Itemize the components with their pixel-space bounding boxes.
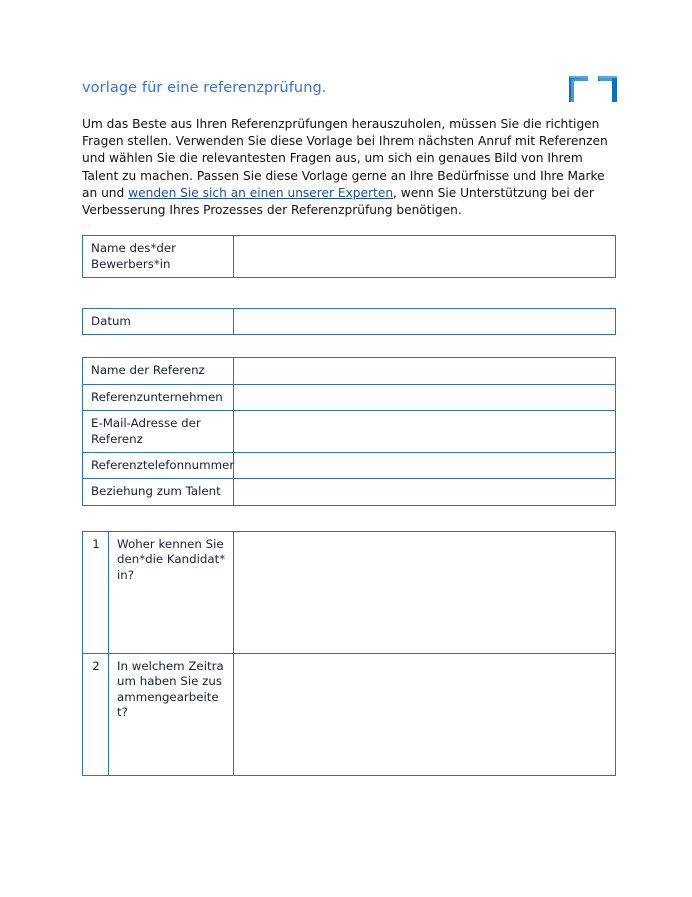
- table-row: [83, 411, 616, 453]
- question-text-label: In welchem Zeitraum haben Sie zusammengearbeitet?: [117, 658, 224, 720]
- reference-name-field[interactable]: [234, 358, 616, 384]
- document-content: [82, 70, 615, 776]
- table-row: [83, 479, 616, 505]
- date-field[interactable]: [234, 309, 616, 335]
- question-answer-field[interactable]: [234, 531, 616, 653]
- table-row: [83, 309, 616, 335]
- expert-contact-link[interactable]: wenden Sie sich an einen unserer Experten: [128, 185, 394, 200]
- table-row: [83, 236, 616, 278]
- question-number: 2: [83, 653, 109, 775]
- reference-email-label: E-Mail-Adresse der Referenz: [83, 411, 234, 453]
- applicant-table: [82, 235, 616, 278]
- date-label: Datum: [83, 309, 234, 335]
- question-text-label: Woher kennen Sie den*die Kandidat*in?: [117, 536, 226, 582]
- reference-details-table: [82, 357, 616, 505]
- questions-table: [82, 531, 616, 776]
- table-row: [83, 384, 616, 410]
- intro-text-part-1: Um das Beste aus Ihren Referenzprüfungen herauszuholen, müssen Sie die richtigen Fragen stellen. Verwenden Sie diese Vorlage bei Ihrem nächsten Anruf mit Referenzen und wählen Sie die relevantesten Fragen aus, um sich ein genaues Bild von Ihrem Talent zu machen. Passen Sie diese Vorlage gerne an Ihre Bedürfnisse und Ihre Marke an und: [82, 117, 608, 200]
- question-text: [109, 653, 234, 775]
- question-number: 1: [83, 531, 109, 653]
- reference-relationship-label: Beziehung zum Talent: [83, 479, 234, 505]
- table-row: [83, 358, 616, 384]
- reference-name-label: Name der Referenz: [83, 358, 234, 384]
- applicant-name-label: Name des*der Bewerbers*in: [83, 236, 234, 278]
- reference-phone-label: Referenztelefonnummer: [83, 453, 234, 479]
- applicant-name-field[interactable]: [234, 236, 616, 278]
- intro-paragraph: [82, 116, 615, 219]
- question-text: [109, 531, 234, 653]
- randstad-logo: [569, 75, 617, 103]
- table-row: [83, 653, 616, 775]
- reference-company-label: Referenzunternehmen: [83, 384, 234, 410]
- date-table: [82, 308, 616, 335]
- question-answer-field[interactable]: [234, 653, 616, 775]
- reference-email-field[interactable]: [234, 411, 616, 453]
- randstad-logo-icon: [569, 75, 617, 103]
- table-row: [83, 531, 616, 653]
- table-row: [83, 453, 616, 479]
- reference-company-field[interactable]: [234, 384, 616, 410]
- document-header: [82, 70, 615, 110]
- page-title: vorlage für eine referenzprüfung.: [82, 80, 327, 96]
- intro-text-part-2: , wenn Sie Unterstützung bei der Verbesserung Ihres Prozesses der Referenzprüfung benötigen.: [82, 185, 594, 218]
- reference-phone-field[interactable]: [234, 453, 616, 479]
- reference-relationship-field[interactable]: [234, 479, 616, 505]
